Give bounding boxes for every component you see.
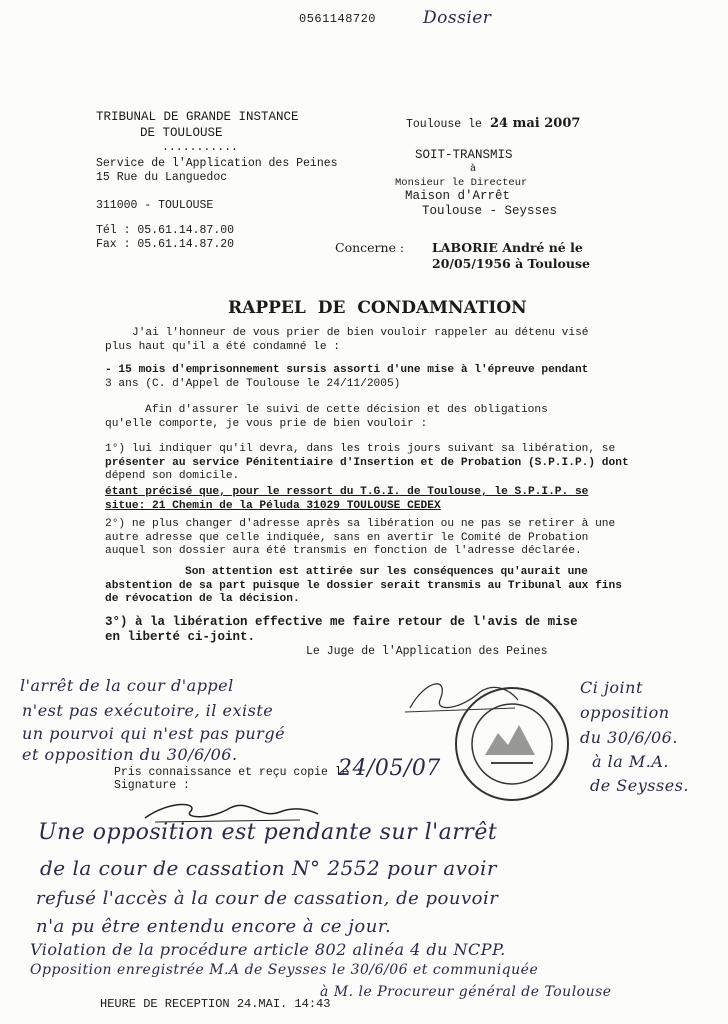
concerne-label: Concerne : [335,240,405,255]
receipt-date: 24/05/07 [338,756,441,781]
paragraph-line: J'ai l'honneur de vous prier de bien vouloir rappeler au détenu visé [132,327,589,339]
paragraph-line: étant précisé que, pour le ressort du T.G.I. de Toulouse, le S.P.I.P. se [105,486,589,498]
paragraph-warning [105,566,622,607]
paragraph-line: 2°) ne plus changer d'adresse après sa libération ou ne pas se retirer à une [105,518,616,530]
paragraph-line: Son attention est attirée sur les conséquences qu'aurait une [185,566,588,578]
handwritten-line: l'arrêt de la cour d'appel [20,676,234,695]
paragraph-line: auquel son dossier aura été transmis en fonction de l'adresse déclarée. [105,545,582,557]
paragraph-line: de révocation de la décision. [105,593,300,605]
receipt-label: Pris connaissance et reçu copie le : [114,766,363,779]
sentence-line: - 15 mois d'emprisonnement sursis assorti d'une mise à l'épreuve pendant [105,364,589,376]
handwritten-line: n'est pas exécutoire, il existe [22,701,274,720]
reception-time: HEURE DE RECEPTION 24.MAI. 14:43 [100,997,331,1011]
paragraph-sentence [105,364,588,391]
handwritten-line: du 30/6/06. [580,728,678,747]
handwritten-line: opposition [580,703,670,722]
paragraph-line: Afin d'assurer le suivi de cette décision et des obligations [145,404,548,416]
paragraph-line: situe: 21 Chemin de la Péluda 31029 TOULOUSE CEDEX [105,499,441,512]
soit-transmis: SOIT-TRANSMIS [415,148,513,162]
handwritten-line: Ci joint [580,678,643,697]
handwritten-line: à M. le Procureur général de Toulouse [320,984,612,1000]
service-phone: Tél : 05.61.14.87.00 [96,224,235,237]
signature-label: Signature : [114,779,190,792]
handwritten-line: de la cour de cassation N° 2552 pour avoir [40,856,497,880]
court-stamp [453,685,571,803]
concerne-birth: 20/05/1956 à Toulouse [432,256,590,271]
sentence-court: 3 ans (C. d'Appel de Toulouse le 24/11/2005) [105,377,401,390]
handwritten-line: refusé l'accès à la cour de cassation, de pouvoir [36,888,499,909]
handwritten-line: et opposition du 30/6/06. [22,745,238,764]
paragraph-line: abstention de sa part puisque le dossier serait transmis au Tribunal aux fins [105,579,622,592]
obligation-1 [105,443,629,484]
spip-address [105,486,588,513]
paragraph-line: en liberté ci-joint. [105,630,256,644]
concerne-name: LABORIE André né le [432,240,583,255]
handwritten-line: n'a pu être entendu encore à ce jour. [36,916,392,937]
recipient-title: Monsieur le Directeur [395,177,528,189]
service-fax: Fax : 05.61.14.87.20 [96,238,235,251]
service-street: 15 Rue du Languedoc [96,171,228,184]
handwritten-line: Violation de la procédure article 802 alinéa 4 du NCPP. [30,940,506,959]
paragraph-line: dépend son domicile. [105,470,240,482]
paragraph-line: autre adresse que celle indiquée, sans en avertir le Comité de Probation [105,531,589,544]
handwritten-line: un pourvoi qui n'est pas purgé [22,724,286,743]
paragraph-line: qu'elle comporte, je vous prie de bien vouloir : [105,417,428,430]
recipient-place: Toulouse - Seysses [422,204,558,218]
paragraph-purpose [105,404,548,431]
handwritten-tag: Dossier [423,8,492,28]
recipient-a: à [470,164,477,175]
service-postcode: 311000 - TOULOUSE [96,199,214,212]
paragraph-line: 1°) lui indiquer qu'il devra, dans les trois jours suivant sa libération, se [105,443,616,455]
document-title: RAPPEL DE CONDAMNATION [228,298,527,318]
handwritten-line: de Seysses. [590,776,689,795]
reference-number: 0561148720 [299,12,377,26]
obligation-3 [105,615,578,645]
date-prefix: Toulouse le [406,118,482,131]
dots: ........... [162,141,238,154]
paragraph-line: présenter au service Pénitentiaire d'Insertion et de Probation (S.P.I.P.) dont [105,456,629,469]
obligation-2 [105,518,615,559]
judge-title: Le Juge de l'Application des Peines [306,645,548,658]
paragraph-line: 3°) à la libération effective me faire retour de l'avis de mise [105,615,578,629]
letter-date: 24 mai 2007 [490,116,581,131]
recipient-org: Maison d'Arrêt [405,189,511,203]
court-city: DE TOULOUSE [140,126,223,140]
paragraph-line: plus haut qu'il a été condamné le : [105,340,340,353]
paragraph-intro [105,327,589,354]
handwritten-line: Opposition enregistrée M.A de Seysses le 30/6/06 et communiquée [30,962,539,978]
handwritten-line: Une opposition est pendante sur l'arrêt [38,820,498,845]
handwritten-line: à la M.A. [592,752,669,771]
court-name: TRIBUNAL DE GRANDE INSTANCE [96,110,299,124]
service-name: Service de l'Application des Peines [96,157,338,170]
